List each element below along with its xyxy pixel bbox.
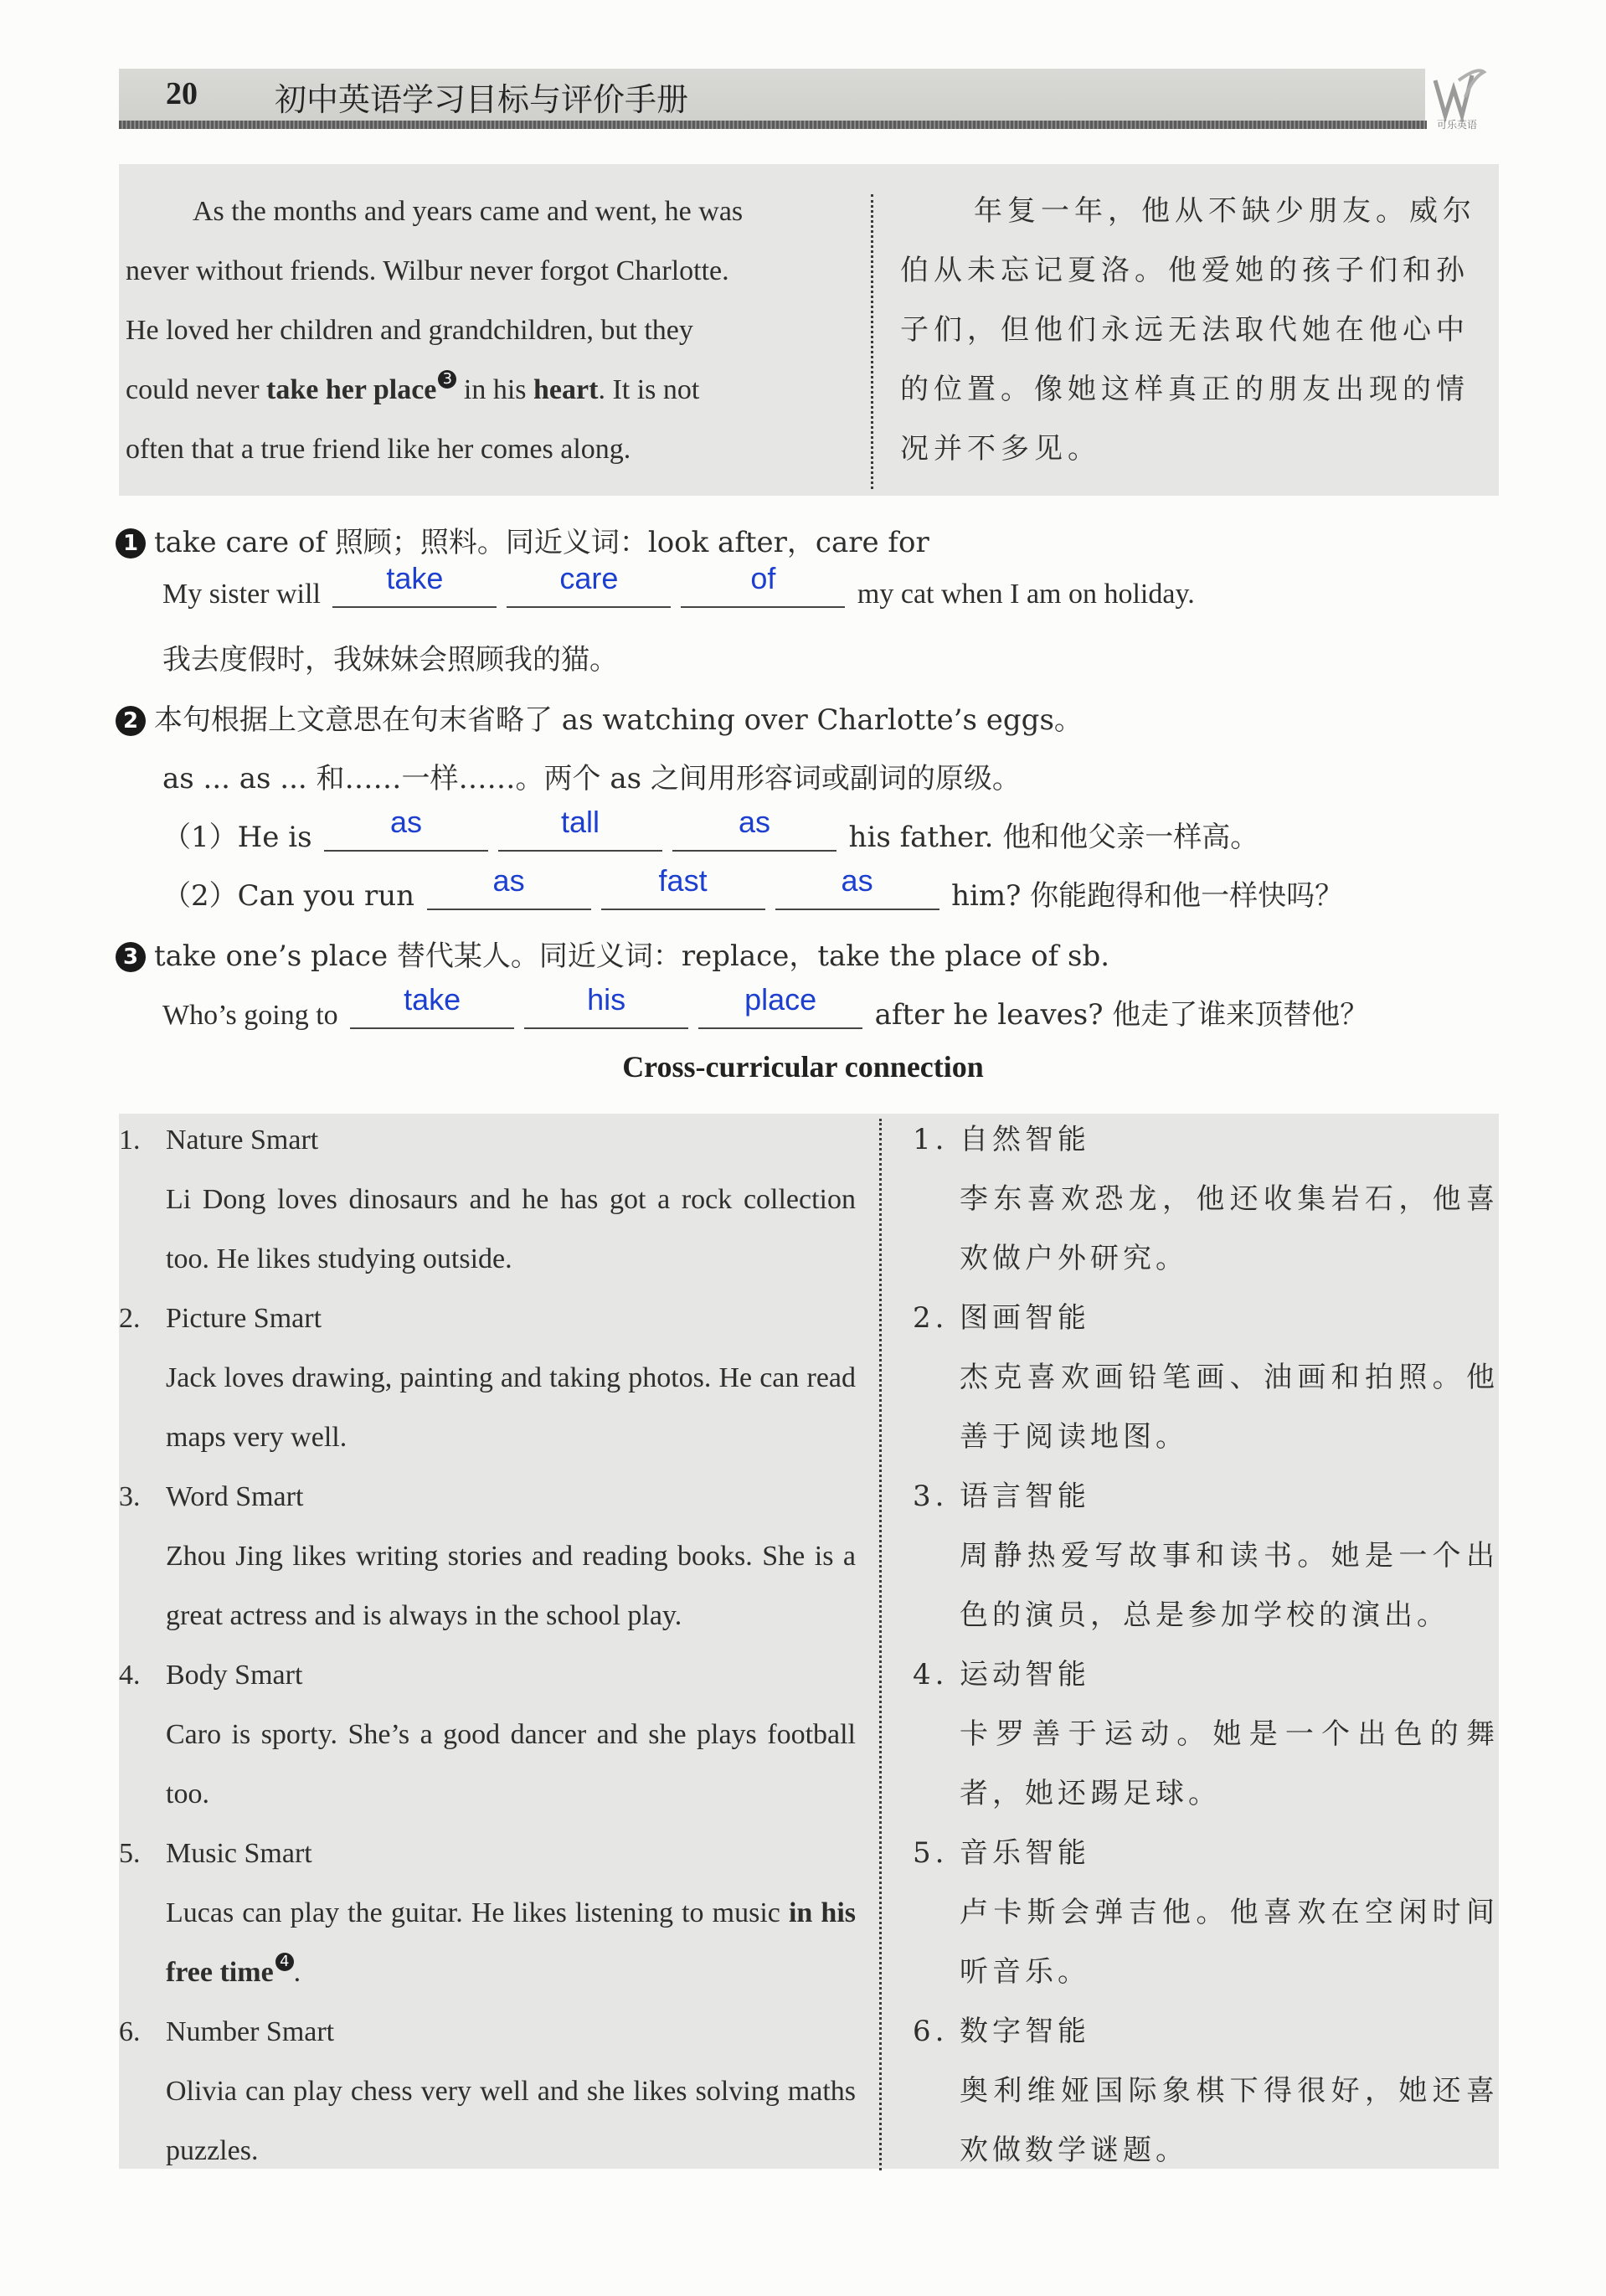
smart-body: 周静热爱写故事和读书。她是一个出色的演员，总是参加学校的演出。 [960, 1539, 1499, 1632]
text-span: . It is not [598, 374, 700, 405]
note-number-badge: 1 [116, 528, 146, 559]
reading-zh-line: 的位置。像她这样真正的朋友出现的情 [900, 373, 1470, 406]
answer-blank[interactable] [350, 982, 514, 1029]
answer-blank[interactable] [698, 982, 862, 1029]
example-text: （1）He is [162, 821, 312, 854]
answer-blank[interactable] [427, 863, 591, 910]
item-number: 3. [913, 1480, 949, 1513]
item-title: Number Smart [166, 2016, 335, 2047]
text-span: in his [456, 374, 534, 405]
text-span: Lucas can play the guitar. He likes listening to music [166, 1897, 789, 1928]
example-text: his father. 他和他父亲一样高。 [848, 821, 1259, 854]
example-text: Who’s going to [162, 1000, 338, 1031]
example-text: my cat when I am on holiday. [857, 579, 1195, 610]
item-number: 5. [913, 1836, 949, 1870]
item-title: 自然智能 [960, 1123, 1090, 1156]
item-number: 2. [913, 1301, 949, 1335]
smart-title [913, 1467, 1499, 1526]
note-2-sub: as ... as ... 和……一样……。两个 as 之间用形容词或副词的原级。 [162, 762, 1021, 795]
example-text: My sister will [162, 579, 321, 610]
item-number: 5. [119, 1838, 141, 1869]
smart-body: Li Dong loves dinosaurs and he has got a rock collection too. He likes studying outside. [166, 1184, 856, 1274]
item-title: Picture Smart [166, 1303, 322, 1334]
smart-body: 卢卡斯会弹吉他。他喜欢在空闲时间听音乐。 [960, 1896, 1499, 1989]
item-number: 4. [913, 1658, 949, 1691]
smart-title [913, 1645, 1499, 1705]
item-title: 运动智能 [960, 1658, 1090, 1691]
reading-en-line: often that a true friend like her comes along. [126, 434, 631, 465]
item-number: 1. [913, 1123, 949, 1156]
answer-blank[interactable] [324, 805, 488, 852]
note-1-translation: 我去度假时，我妹妹会照顾我的猫。 [162, 643, 618, 677]
item-number: 2. [119, 1303, 141, 1334]
smart-body: Caro is sporty. She’s a good dancer and she plays football too. [166, 1719, 856, 1810]
header-rule [119, 121, 1427, 129]
smart-title [913, 1289, 1499, 1348]
smarts-chinese [913, 1110, 1499, 2180]
smart-body: 卡罗善于运动。她是一个出色的舞者，她还踢足球。 [960, 1717, 1499, 1810]
note-3-example [162, 982, 1369, 1032]
smart-title [119, 1289, 856, 1348]
reading-zh-line: 伯从未忘记夏洛。他爱她的孩子们和孙 [900, 254, 1470, 287]
reading-english [126, 182, 839, 479]
key-phrase: take her place [266, 374, 437, 405]
smart-body: 李东喜欢恐龙，他还收集岩石，他喜欢做户外研究。 [960, 1182, 1499, 1275]
item-title: 图画智能 [960, 1301, 1090, 1335]
answer-text: tall [561, 805, 600, 839]
smarts-divider [879, 1119, 882, 2170]
item-number: 6. [913, 2015, 949, 2048]
section-title: Cross-curricular connection [622, 1050, 984, 1084]
answer-blank[interactable] [672, 805, 836, 852]
answer-text: as [390, 805, 423, 839]
smart-title [913, 2002, 1499, 2062]
answer-blank[interactable] [332, 561, 497, 608]
smart-title [119, 1645, 856, 1705]
answer-text: of [750, 561, 776, 595]
answer-blank[interactable] [507, 561, 671, 608]
note-text: 本句根据上文意思在句末省略了 as watching over Charlotte’s eggs。 [154, 703, 1083, 737]
note-text: take one’s place 替代某人。同近义词：replace，take the place of sb. [154, 940, 1110, 973]
answer-text: as [841, 863, 873, 898]
item-number: 4. [119, 1660, 141, 1691]
example-text: after he leaves? 他走了谁来顶替他？ [874, 998, 1369, 1032]
note-1-head [116, 519, 929, 560]
reading-en-line: never without friends. Wilbur never forgot Charlotte. [126, 255, 729, 286]
note-3-head [116, 933, 1109, 974]
item-title: 语言智能 [960, 1480, 1090, 1513]
note-2-head [116, 697, 1083, 738]
note-2-example-2 [162, 863, 1344, 914]
footnote-marker: 3 [438, 370, 456, 389]
footnote-marker: 4 [275, 1953, 294, 1971]
item-title: 音乐智能 [960, 1836, 1090, 1870]
reading-chinese [900, 182, 1490, 479]
reading-en-line [126, 360, 839, 420]
answer-text: as [739, 805, 771, 839]
answer-text: take [404, 982, 461, 1017]
answer-text: place [744, 982, 817, 1017]
smart-body [119, 1883, 856, 2002]
smart-title [119, 1824, 856, 1883]
answer-blank[interactable] [601, 863, 765, 910]
smart-title [913, 1824, 1499, 1883]
example-text: him? 你能跑得和他一样快吗？ [951, 879, 1344, 913]
note-number-badge: 3 [116, 942, 146, 972]
note-number-badge: 2 [116, 706, 146, 736]
note-text: take care of 照顾；照料。同近义词：look after，care for [154, 526, 929, 559]
item-title: 数字智能 [960, 2015, 1090, 2048]
item-title: Body Smart [166, 1660, 303, 1691]
smart-title [913, 1110, 1499, 1170]
text-span: . [293, 1957, 301, 1988]
smart-body: Zhou Jing likes writing stories and reading books. She is a great actress and is always in the school play. [166, 1541, 856, 1631]
example-text: （2）Can you run [162, 879, 415, 913]
answer-blank[interactable] [524, 982, 688, 1029]
smart-title [119, 2002, 856, 2062]
item-title: Word Smart [166, 1481, 304, 1512]
smarts-english [119, 1110, 856, 2180]
smart-body: Olivia can play chess very well and she likes solving maths puzzles. [166, 2076, 856, 2166]
answer-blank[interactable] [775, 863, 939, 910]
answer-text: his [587, 982, 626, 1017]
item-number: 1. [119, 1125, 141, 1156]
reading-zh-line: 年复一年，他从不缺少朋友。威尔 [974, 194, 1476, 228]
page-number: 20 [166, 76, 198, 111]
key-phrase: in his free time [166, 1897, 856, 1988]
item-number: 6. [119, 2016, 141, 2047]
answer-blank[interactable] [681, 561, 845, 608]
reading-en-line: He loved her children and grandchildren, but they [126, 315, 693, 346]
note-1-example [162, 561, 1195, 610]
publisher-logo-text: 可乐英语 [1437, 119, 1478, 131]
smart-body: 杰克喜欢画铅笔画、油画和拍照。他善于阅读地图。 [960, 1361, 1499, 1454]
book-title: 初中英语学习目标与评价手册 [275, 81, 689, 118]
answer-blank[interactable] [498, 805, 662, 852]
text-span: could never [126, 374, 267, 405]
answer-text: take [386, 561, 444, 595]
answer-text: care [559, 561, 619, 595]
reading-zh-line: 况并不多见。 [900, 432, 1101, 466]
reading-zh-line: 子们，但他们永远无法取代她在他心中 [900, 313, 1470, 347]
smart-body: Jack loves drawing, painting and taking photos. He can read maps very well. [166, 1362, 856, 1453]
reading-divider [871, 194, 873, 489]
smart-title [119, 1110, 856, 1170]
answer-text: as [492, 863, 525, 898]
reading-en-line: As the months and years came and went, he was [193, 196, 744, 227]
item-title: Nature Smart [166, 1125, 319, 1156]
item-number: 3. [119, 1481, 141, 1512]
answer-text: fast [658, 863, 708, 898]
key-word: heart [533, 374, 599, 405]
smart-title [119, 1467, 856, 1526]
note-2-example-1 [162, 805, 1259, 855]
smart-body: 奥利维娅国际象棋下得很好，她还喜欢做数学谜题。 [960, 2074, 1499, 2167]
item-title: Music Smart [166, 1838, 312, 1869]
